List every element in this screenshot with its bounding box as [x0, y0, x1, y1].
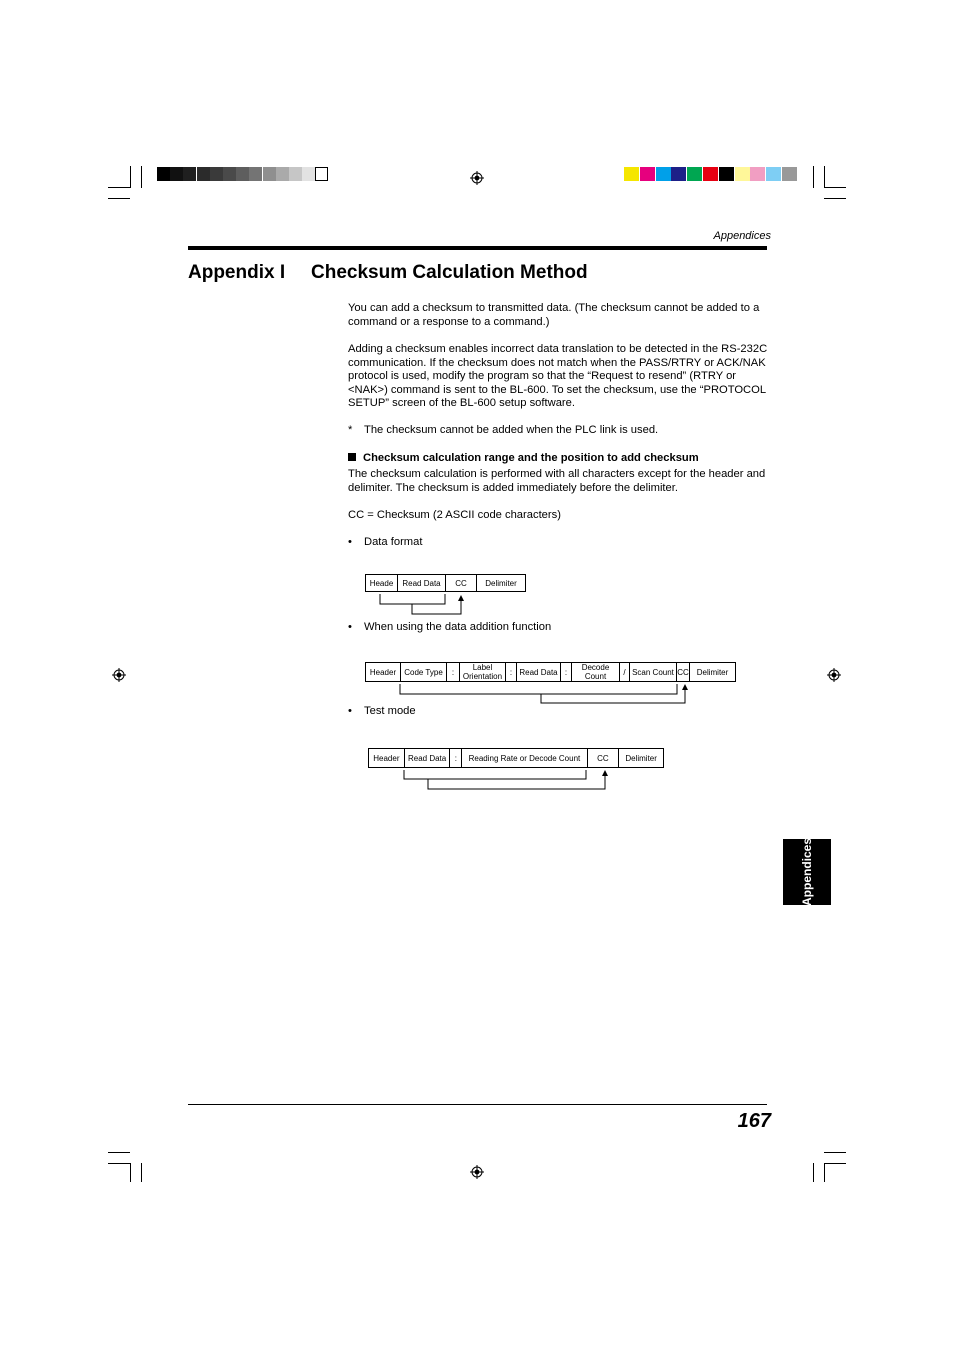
checksum-range-bracket [395, 682, 695, 708]
color-swatch [687, 167, 702, 181]
color-swatch [719, 167, 734, 181]
format-cell: Header [366, 663, 401, 681]
format-cell: Code Type [401, 663, 447, 681]
gray-swatch [157, 167, 170, 181]
side-tab-label: Appendices [800, 837, 814, 907]
page-number: 167 [737, 1110, 771, 1132]
paragraph: You can add a checksum to transmitted data. (The checksum cannot be added to a command or a response to a command.) [348, 302, 760, 328]
gray-swatch [210, 167, 223, 181]
color-swatch [624, 167, 639, 181]
bullet-test-mode: • Test mode [348, 705, 416, 717]
gray-swatch [183, 167, 196, 181]
gray-swatch [315, 167, 328, 181]
gray-swatch [197, 167, 210, 181]
format-cell: CC [588, 749, 620, 767]
header-rule [188, 246, 767, 250]
side-tab [783, 839, 831, 905]
format-cell: / [620, 663, 630, 681]
note-mark: * [348, 424, 353, 436]
data-addition-frame [365, 662, 736, 682]
gray-swatch [170, 167, 183, 181]
note [348, 424, 658, 436]
paragraph: CC = Checksum (2 ASCII code characters) [348, 509, 561, 521]
format-cell: Delimiter [485, 578, 517, 588]
square-bullet-icon [348, 453, 356, 461]
bullet-data-addition: • When using the data addition function [348, 621, 552, 633]
appendix-label: Appendix I [188, 262, 286, 283]
test-mode-frame [368, 748, 664, 768]
format-cell: CC [446, 575, 477, 591]
paragraph: The checksum calculation is performed with all characters except for the header and delimiter. The checksum is added immediately before the delimiter. [348, 468, 766, 494]
color-swatch [671, 167, 686, 181]
format-cell: Read Data [517, 663, 561, 681]
paragraph: Adding a checksum enables incorrect data translation to be detected in the RS-232C communication. If the checksum does not match when the PASS/RTRY or ACK/NAK protocol is used, modify the program so that the “Request to resend” (RTRY or <NAK>) command is sent to the BL-600. To set the checksum, use the “PROTOCOL SETUP” screen of the BL-600 setup software. [348, 343, 768, 410]
gray-swatch [276, 167, 289, 181]
color-swatch [640, 167, 655, 181]
format-cell: Reading Rate or Decode Count [462, 749, 587, 767]
registration-mark-icon [112, 668, 126, 682]
gray-swatch [236, 167, 249, 181]
format-cell: CC [677, 663, 690, 681]
color-swatch [782, 167, 797, 181]
gray-swatch [223, 167, 236, 181]
format-cell: Read Data [405, 749, 451, 767]
gray-swatch [263, 167, 276, 181]
bullet-data-format: • Data format [348, 536, 423, 548]
section-heading: Checksum calculation range and the position to add checksum [348, 452, 699, 464]
color-swatch [656, 167, 671, 181]
format-cell: : [447, 663, 460, 681]
gray-swatch [289, 167, 302, 181]
color-swatch [703, 167, 718, 181]
page-title [188, 262, 588, 284]
color-swatch [766, 167, 781, 181]
format-cell: Delimiter [696, 667, 729, 677]
format-cell: Heade [366, 575, 398, 591]
footer-rule [188, 1104, 767, 1105]
gray-swatch [249, 167, 262, 181]
format-cell: : [561, 663, 572, 681]
registration-mark-icon [470, 171, 484, 185]
format-cell: Scan Count [630, 663, 677, 681]
data-format-frame [365, 574, 526, 592]
format-cell: : [506, 663, 517, 681]
registration-mark-icon [470, 1165, 484, 1179]
gray-swatch [302, 167, 315, 181]
checksum-range-bracket [400, 768, 612, 794]
checksum-range-bracket [370, 592, 480, 616]
format-cell: Read Data [398, 575, 446, 591]
format-cell: Label Orientation [460, 663, 506, 681]
running-header: Appendices [713, 230, 771, 242]
format-cell: Decode Count [572, 663, 620, 681]
color-swatch [735, 167, 750, 181]
appendix-title: Checksum Calculation Method [311, 262, 588, 283]
color-swatch [750, 167, 765, 181]
registration-mark-icon [827, 668, 841, 682]
format-cell: Delimiter [625, 753, 657, 763]
format-cell: Header [369, 749, 405, 767]
note-text: The checksum cannot be added when the PLC link is used. [364, 424, 659, 436]
format-cell: : [450, 749, 462, 767]
